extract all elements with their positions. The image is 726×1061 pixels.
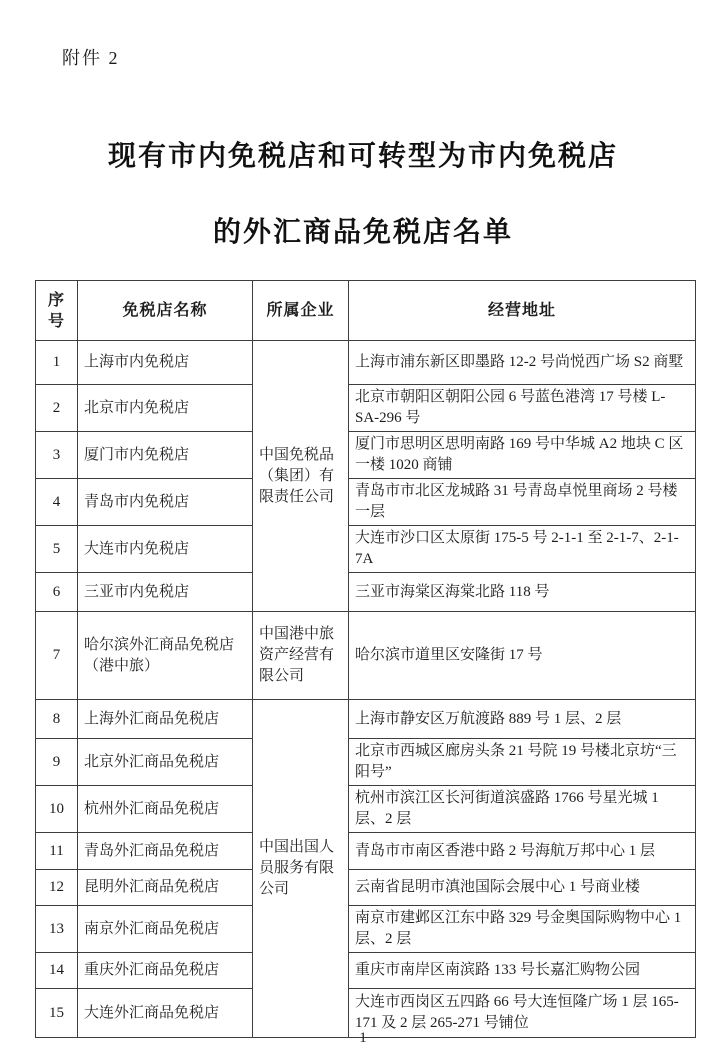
table-row bbox=[36, 341, 696, 385]
company-cell: 中国港中旅资产经营有限公司 bbox=[253, 612, 349, 700]
row-number-cell: 4 bbox=[36, 479, 78, 526]
table-row bbox=[36, 479, 696, 526]
address-cell: 北京市朝阳区朝阳公园 6 号蓝色港湾 17 号楼 L-SA-296 号 bbox=[349, 385, 696, 432]
shop-name-cell: 青岛外汇商品免税店 bbox=[78, 833, 253, 870]
address-cell: 哈尔滨市道里区安隆街 17 号 bbox=[349, 612, 696, 700]
table-header bbox=[36, 281, 696, 341]
header-serial-number: 序号 bbox=[36, 281, 78, 341]
row-number-cell: 6 bbox=[36, 573, 78, 612]
shop-name-cell: 厦门市内免税店 bbox=[78, 432, 253, 479]
table-row bbox=[36, 573, 696, 612]
shop-name-cell: 上海外汇商品免税店 bbox=[78, 700, 253, 739]
address-cell: 青岛市市南区香港中路 2 号海航万邦中心 1 层 bbox=[349, 833, 696, 870]
row-number-cell: 1 bbox=[36, 341, 78, 385]
row-number-cell: 5 bbox=[36, 526, 78, 573]
row-number-cell: 7 bbox=[36, 612, 78, 700]
shop-name-cell: 南京外汇商品免税店 bbox=[78, 906, 253, 953]
shop-name-cell: 大连外汇商品免税店 bbox=[78, 989, 253, 1038]
address-cell: 上海市浦东新区即墨路 12-2 号尚悦西广场 S2 商墅 bbox=[349, 341, 696, 385]
address-cell: 南京市建邺区江东中路 329 号金奥国际购物中心 1 层、2 层 bbox=[349, 906, 696, 953]
row-number-cell: 13 bbox=[36, 906, 78, 953]
table-row bbox=[36, 526, 696, 573]
row-number-cell: 2 bbox=[36, 385, 78, 432]
table-row bbox=[36, 612, 696, 700]
row-number-cell: 8 bbox=[36, 700, 78, 739]
table-row bbox=[36, 953, 696, 989]
company-cell: 中国出国人员服务有限公司 bbox=[253, 700, 349, 1038]
address-cell: 三亚市海棠区海棠北路 118 号 bbox=[349, 573, 696, 612]
shop-name-cell: 上海市内免税店 bbox=[78, 341, 253, 385]
header-address: 经营地址 bbox=[349, 281, 696, 341]
duty-free-shop-table bbox=[35, 280, 696, 1038]
shop-name-cell: 昆明外汇商品免税店 bbox=[78, 870, 253, 906]
shop-name-cell: 青岛市内免税店 bbox=[78, 479, 253, 526]
address-cell: 上海市静安区万航渡路 889 号 1 层、2 层 bbox=[349, 700, 696, 739]
document-title-line1: 现有市内免税店和可转型为市内免税店 bbox=[107, 140, 618, 171]
shop-name-cell: 大连市内免税店 bbox=[78, 526, 253, 573]
document-title-line2: 的外汇商品免税店名单 bbox=[212, 216, 513, 247]
row-number-cell: 9 bbox=[36, 739, 78, 786]
row-number-cell: 15 bbox=[36, 989, 78, 1038]
table-row bbox=[36, 700, 696, 739]
shop-name-cell: 哈尔滨外汇商品免税店（港中旅） bbox=[78, 612, 253, 700]
shop-name-cell: 北京外汇商品免税店 bbox=[78, 739, 253, 786]
shop-name-cell: 重庆外汇商品免税店 bbox=[78, 953, 253, 989]
table-row bbox=[36, 833, 696, 870]
table-row bbox=[36, 906, 696, 953]
address-cell: 大连市西岗区五四路 66 号大连恒隆广场 1 层 165-171 及 2 层 265-271 号铺位 bbox=[349, 989, 696, 1038]
attachment-label: 附件 2 bbox=[62, 48, 120, 68]
address-cell: 厦门市思明区思明南路 169 号中华城 A2 地块 C 区一楼 1020 商铺 bbox=[349, 432, 696, 479]
table-row bbox=[36, 739, 696, 786]
row-number-cell: 14 bbox=[36, 953, 78, 989]
address-cell: 青岛市市北区龙城路 31 号青岛卓悦里商场 2 号楼一层 bbox=[349, 479, 696, 526]
company-cell: 中国免税品（集团）有限责任公司 bbox=[253, 341, 349, 612]
address-cell: 云南省昆明市滇池国际会展中心 1 号商业楼 bbox=[349, 870, 696, 906]
table-body bbox=[36, 341, 696, 1038]
row-number-cell: 3 bbox=[36, 432, 78, 479]
table-row bbox=[36, 385, 696, 432]
table-row bbox=[36, 786, 696, 833]
page-number: 1 bbox=[359, 1030, 367, 1046]
address-cell: 杭州市滨江区长河街道滨盛路 1766 号星光城 1 层、2 层 bbox=[349, 786, 696, 833]
table-row bbox=[36, 432, 696, 479]
shop-name-cell: 杭州外汇商品免税店 bbox=[78, 786, 253, 833]
header-company: 所属企业 bbox=[253, 281, 349, 341]
shop-name-cell: 北京市内免税店 bbox=[78, 385, 253, 432]
header-shop-name: 免税店名称 bbox=[78, 281, 253, 341]
row-number-cell: 10 bbox=[36, 786, 78, 833]
shop-name-cell: 三亚市内免税店 bbox=[78, 573, 253, 612]
address-cell: 重庆市南岸区南滨路 133 号长嘉汇购物公园 bbox=[349, 953, 696, 989]
table-row bbox=[36, 870, 696, 906]
row-number-cell: 12 bbox=[36, 870, 78, 906]
address-cell: 北京市西城区廊房头条 21 号院 19 号楼北京坊“三阳号” bbox=[349, 739, 696, 786]
row-number-cell: 11 bbox=[36, 833, 78, 870]
table-header-row bbox=[36, 281, 696, 341]
address-cell: 大连市沙口区太原街 175-5 号 2-1-1 至 2-1-7、2-1-7A bbox=[349, 526, 696, 573]
